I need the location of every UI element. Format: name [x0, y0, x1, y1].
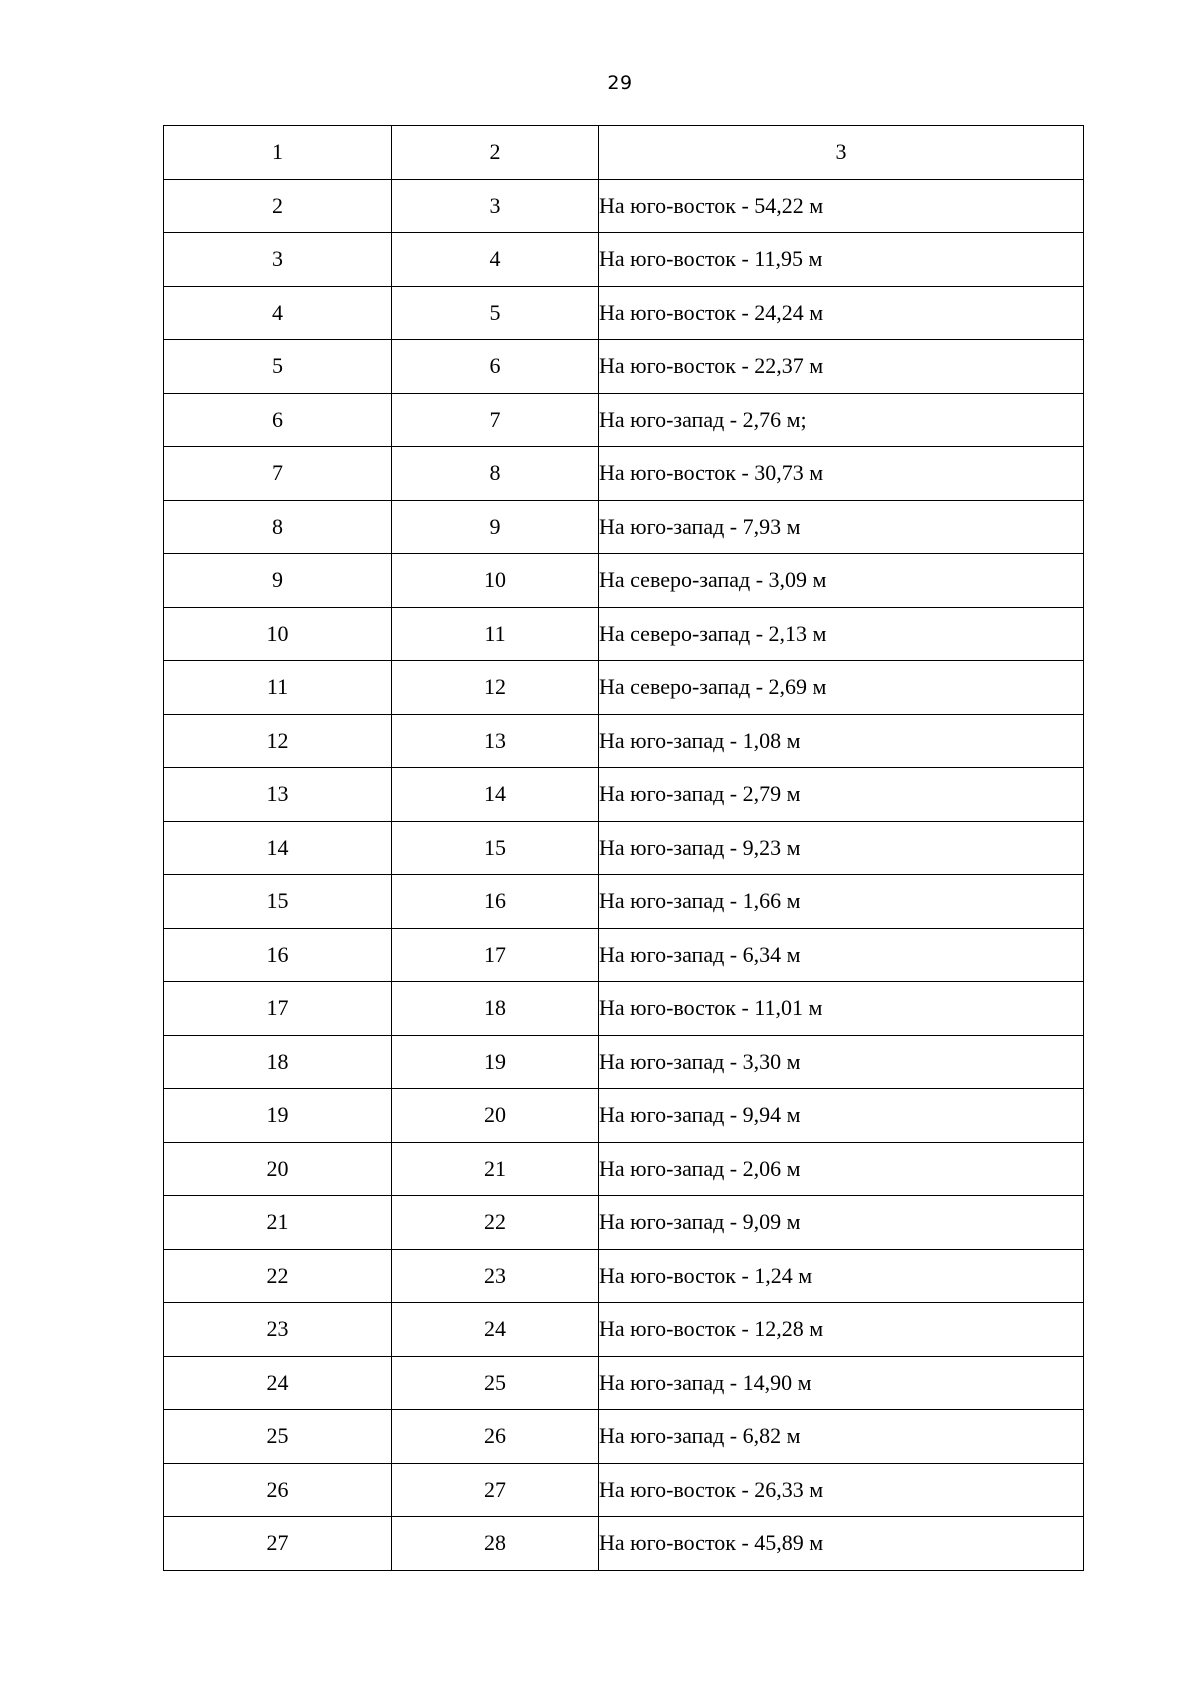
from-point-cell: 13: [164, 768, 392, 822]
from-point-cell: 5: [164, 340, 392, 394]
to-point-cell: 10: [392, 554, 599, 608]
table-row: [164, 554, 1084, 608]
from-point-cell: 24: [164, 1356, 392, 1410]
table-row: [164, 607, 1084, 661]
table-row: [164, 447, 1084, 501]
from-point-cell: 26: [164, 1463, 392, 1517]
to-point-cell: 12: [392, 661, 599, 715]
table-body: [164, 126, 1084, 1571]
direction-distance-cell: На северо-запад - 3,09 м: [599, 554, 1084, 608]
table-row: [164, 1196, 1084, 1250]
from-point-cell: 19: [164, 1089, 392, 1143]
to-point-cell: 13: [392, 714, 599, 768]
to-point-cell: 16: [392, 875, 599, 929]
table-row: [164, 500, 1084, 554]
table-row: [164, 286, 1084, 340]
table-row: [164, 714, 1084, 768]
direction-distance-cell: На юго-восток - 54,22 м: [599, 179, 1084, 233]
direction-distance-cell: На юго-восток - 24,24 м: [599, 286, 1084, 340]
direction-distance-cell: На юго-запад - 6,82 м: [599, 1410, 1084, 1464]
direction-distance-cell: На юго-запад - 3,30 м: [599, 1035, 1084, 1089]
direction-distance-cell: На юго-восток - 12,28 м: [599, 1303, 1084, 1357]
direction-distance-cell: На юго-восток - 26,33 м: [599, 1463, 1084, 1517]
to-point-cell: 6: [392, 340, 599, 394]
table-row: [164, 340, 1084, 394]
from-point-cell: 10: [164, 607, 392, 661]
table-row: [164, 928, 1084, 982]
to-point-cell: 4: [392, 233, 599, 287]
to-point-cell: 21: [392, 1142, 599, 1196]
table-row: [164, 821, 1084, 875]
to-point-cell: 7: [392, 393, 599, 447]
from-point-cell: 22: [164, 1249, 392, 1303]
from-point-cell: 4: [164, 286, 392, 340]
table-row: [164, 982, 1084, 1036]
table-row: [164, 1035, 1084, 1089]
to-point-cell: 28: [392, 1517, 599, 1571]
from-point-cell: 23: [164, 1303, 392, 1357]
direction-distance-cell: На юго-запад - 1,66 м: [599, 875, 1084, 929]
direction-distance-cell: На северо-запад - 2,13 м: [599, 607, 1084, 661]
direction-distance-cell: На юго-восток - 45,89 м: [599, 1517, 1084, 1571]
direction-distance-cell: На юго-запад - 1,08 м: [599, 714, 1084, 768]
table-row: [164, 393, 1084, 447]
table-row: [164, 1249, 1084, 1303]
from-point-cell: 21: [164, 1196, 392, 1250]
from-point-cell: 12: [164, 714, 392, 768]
to-point-cell: 25: [392, 1356, 599, 1410]
to-point-cell: 14: [392, 768, 599, 822]
from-point-cell: 6: [164, 393, 392, 447]
table-header-row: [164, 126, 1084, 180]
to-point-cell: 24: [392, 1303, 599, 1357]
from-point-cell: 7: [164, 447, 392, 501]
to-point-cell: 9: [392, 500, 599, 554]
from-point-cell: 9: [164, 554, 392, 608]
table-row: [164, 1142, 1084, 1196]
from-point-cell: 11: [164, 661, 392, 715]
table-row: [164, 1410, 1084, 1464]
from-point-cell: 8: [164, 500, 392, 554]
to-point-cell: 11: [392, 607, 599, 661]
direction-distance-cell: На юго-восток - 1,24 м: [599, 1249, 1084, 1303]
from-point-cell: 15: [164, 875, 392, 929]
direction-distance-cell: На юго-запад - 14,90 м: [599, 1356, 1084, 1410]
table-row: [164, 768, 1084, 822]
from-point-cell: 14: [164, 821, 392, 875]
from-point-cell: 2: [164, 179, 392, 233]
direction-distance-cell: На северо-запад - 2,69 м: [599, 661, 1084, 715]
direction-distance-cell: На юго-запад - 2,06 м: [599, 1142, 1084, 1196]
to-point-cell: 18: [392, 982, 599, 1036]
to-point-cell: 17: [392, 928, 599, 982]
from-point-cell: 18: [164, 1035, 392, 1089]
direction-distance-cell: На юго-восток - 30,73 м: [599, 447, 1084, 501]
table-row: [164, 233, 1084, 287]
table-row: [164, 179, 1084, 233]
page-number: 29: [607, 72, 633, 94]
table-row: [164, 661, 1084, 715]
table-row: [164, 875, 1084, 929]
from-point-cell: 17: [164, 982, 392, 1036]
to-point-cell: 3: [392, 179, 599, 233]
direction-distance-cell: На юго-запад - 9,09 м: [599, 1196, 1084, 1250]
from-point-cell: 27: [164, 1517, 392, 1571]
to-point-cell: 15: [392, 821, 599, 875]
from-point-cell: 20: [164, 1142, 392, 1196]
header-cell-2: 2: [392, 126, 599, 180]
table-row: [164, 1463, 1084, 1517]
table-row: [164, 1356, 1084, 1410]
direction-distance-cell: На юго-восток - 11,95 м: [599, 233, 1084, 287]
direction-distance-cell: На юго-запад - 9,23 м: [599, 821, 1084, 875]
table-row: [164, 1303, 1084, 1357]
to-point-cell: 22: [392, 1196, 599, 1250]
to-point-cell: 8: [392, 447, 599, 501]
to-point-cell: 5: [392, 286, 599, 340]
boundary-table: [163, 125, 1084, 1571]
from-point-cell: 25: [164, 1410, 392, 1464]
from-point-cell: 3: [164, 233, 392, 287]
to-point-cell: 20: [392, 1089, 599, 1143]
direction-distance-cell: На юго-восток - 22,37 м: [599, 340, 1084, 394]
header-cell-1: 1: [164, 126, 392, 180]
to-point-cell: 23: [392, 1249, 599, 1303]
direction-distance-cell: На юго-запад - 2,76 м;: [599, 393, 1084, 447]
direction-distance-cell: На юго-запад - 6,34 м: [599, 928, 1084, 982]
to-point-cell: 19: [392, 1035, 599, 1089]
direction-distance-cell: На юго-восток - 11,01 м: [599, 982, 1084, 1036]
direction-distance-cell: На юго-запад - 2,79 м: [599, 768, 1084, 822]
table-row: [164, 1089, 1084, 1143]
table-row: [164, 1517, 1084, 1571]
to-point-cell: 27: [392, 1463, 599, 1517]
from-point-cell: 16: [164, 928, 392, 982]
header-cell-3: 3: [599, 126, 1084, 180]
direction-distance-cell: На юго-запад - 7,93 м: [599, 500, 1084, 554]
to-point-cell: 26: [392, 1410, 599, 1464]
direction-distance-cell: На юго-запад - 9,94 м: [599, 1089, 1084, 1143]
